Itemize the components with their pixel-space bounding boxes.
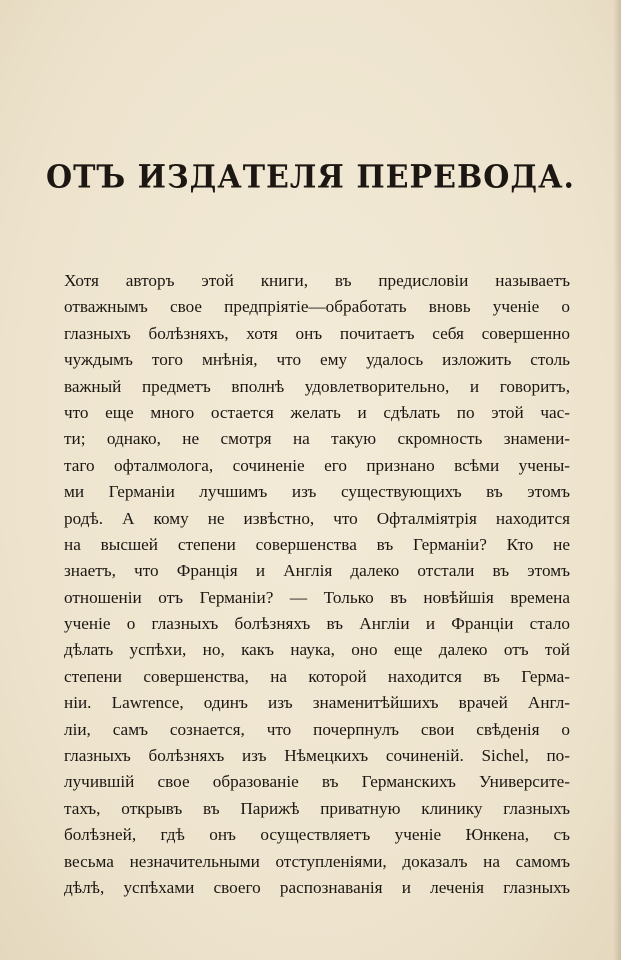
text-line: ніи. Lawrence, одинъ изъ знаменитѣйшихъ врачей Англ- [64, 693, 570, 713]
page-title: ОТЪ ИЗДАТЕЛЯ ПЕРЕВОДА. [46, 159, 575, 196]
text-line: весьма незначительными отступленіями, доказалъ на самомъ [64, 851, 570, 871]
page-spine-shadow [613, 0, 621, 960]
text-line: отношеніи отъ Германіи? — Только въ новѣйшія времена [64, 587, 570, 607]
text-line: ти; однако, не смотря на такую скромность знамени- [64, 429, 570, 449]
text-line: ученіе о глазныхъ болѣзняхъ въ Англіи и Франціи стало [64, 614, 570, 634]
text-line: родѣ. А кому не извѣстно, что Офталміятрія находится [64, 508, 570, 528]
text-line: важный предметъ вполнѣ удовлетворительно, и говоритъ, [64, 376, 570, 396]
text-line: знаетъ, что Франція и Англія далеко отстали въ этомъ [64, 561, 570, 581]
text-line: ми Германіи лучшимъ изъ существующихъ въ этомъ [64, 482, 570, 502]
text-line: тахъ, открывъ въ Парижѣ приватную клинику глазныхъ [64, 798, 570, 818]
text-line: на высшей степени совершенства въ Германіи? Кто не [64, 534, 570, 554]
text-line: лучившій свое образованіе въ Германскихъ Университе- [64, 772, 570, 792]
paragraph [64, 268, 570, 901]
text-line: что еще много остается желать и сдѣлать по этой час- [64, 402, 570, 422]
bleed-through-text [120, 0, 590, 140]
text-line: болѣзней, гдѣ онъ осуществляетъ ученіе Юнкена, съ [64, 825, 570, 845]
text-line: дѣлѣ, успѣхами своего распознаванія и леченія глазныхъ [64, 877, 570, 897]
text-line: отважнымъ свое предпріятіе—обработать вновь ученіе о [64, 297, 570, 317]
text-line: степени совершенства, на которой находится въ Герма- [64, 666, 570, 686]
text-line: Хотя авторъ этой книги, въ предисловіи называетъ [64, 271, 570, 290]
text-line: глазныхъ болѣзняхъ, хотя онъ почитаетъ себя совершенно [64, 323, 570, 343]
text-line: ліи, самъ сознается, что почерпнулъ свои свѣденія о [64, 719, 570, 739]
text-line: дѣлать успѣхи, но, какъ наука, оно еще далеко отъ той [64, 640, 570, 660]
text-line: таго офталмолога, сочиненіе его признано всѣми учены- [64, 455, 570, 475]
text-line: глазныхъ болѣзняхъ изъ Нѣмецкихъ сочиненій. Sichel, по- [64, 746, 570, 766]
text-line: чуждымъ того мнѣнія, что ему удалось изложить столь [64, 350, 570, 370]
